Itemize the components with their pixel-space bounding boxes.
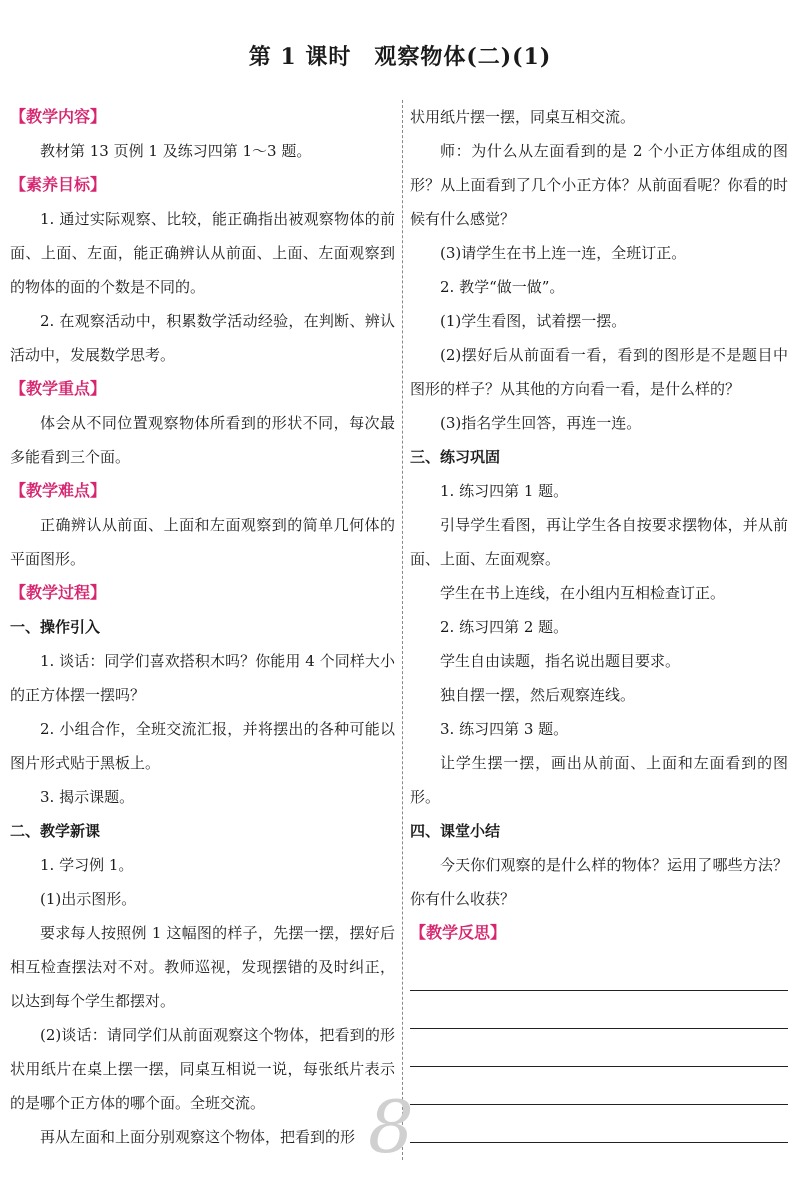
right-paragraph-1: 状用纸片摆一摆，同桌互相交流。 — [410, 108, 636, 126]
right-paragraph-5: (1)学生看图，试着摆一摆。 — [440, 312, 627, 330]
part1-paragraph-3: 3. 揭示课题。 — [40, 788, 135, 806]
part3-paragraph-5: 学生自由读题，指名说出题目要求。 — [440, 652, 681, 670]
page-title: 第 1 课时 观察物体(二)(1) — [248, 44, 552, 70]
heading-key-points: 【教学重点】 — [10, 379, 107, 398]
part2-paragraph-1: 1. 学习例 1。 — [40, 856, 134, 874]
right-paragraph-3: (3)请学生在书上连一连，全班订正。 — [440, 244, 687, 262]
part4-paragraph-1: 今天你们观察的是什么样的物体？运用了哪些方法？你有什么收获？ — [410, 856, 788, 908]
goal-1-text: 1. 通过实际观察、比较，能正确指出被观察物体的前面、上面、左面，能正确辨认从前面、上面、左面观察到的物体的面的个数是不同的。 — [10, 210, 395, 296]
part3-paragraph-4: 2. 练习四第 2 题。 — [440, 618, 569, 636]
part3-paragraph-7: 3. 练习四第 3 题。 — [440, 720, 569, 738]
part3-paragraph-3: 学生在书上连线，在小组内互相检查订正。 — [440, 584, 726, 602]
right-paragraph-4: 2. 教学“做一做”。 — [440, 278, 565, 296]
teaching-content-text: 教材第 13 页例 1 及练习四第 1～3 题。 — [40, 142, 312, 160]
right-paragraph-7: (3)指名学生回答，再连一连。 — [440, 414, 642, 432]
heading-process: 【教学过程】 — [10, 583, 107, 602]
right-paragraph-2: 师：为什么从左面看到的是 2 个小正方体组成的图形？从上面看到了几个小正方体？从前面看呢？你看的时候有什么感觉？ — [410, 142, 788, 228]
part3-paragraph-6: 独自摆一摆，然后观察连线。 — [440, 686, 636, 704]
right-paragraph-6: (2)摆好后从前面看一看，看到的图形是不是题目中图形的样子？从其他的方向看一看，是什么样的？ — [410, 346, 788, 398]
part1-paragraph-1: 1. 谈话：同学们喜欢搭积木吗？你能用 4 个同样大小的正方体摆一摆吗？ — [10, 652, 395, 704]
part1-title: 一、操作引入 — [10, 618, 101, 636]
reflection-line — [410, 1067, 788, 1105]
part3-paragraph-2: 引导学生看图，再让学生各自按要求摆物体，并从前面、上面、左面观察。 — [410, 516, 788, 568]
part2-paragraph-3: 要求每人按照例 1 这幅图的样子，先摆一摆，摆好后相互检查摆法对不对。教师巡视，发现摆错的及时纠正，以达到每个学生都摆对。 — [10, 924, 395, 1010]
heading-difficulties: 【教学难点】 — [10, 481, 107, 500]
page-number: 8 — [368, 1085, 414, 1169]
part2-paragraph-5: 再从左面和上面分别观察这个物体，把看到的形 — [40, 1128, 356, 1146]
reflection-line — [410, 1105, 788, 1143]
reflection-line — [410, 991, 788, 1029]
right-column — [410, 100, 788, 1143]
part3-paragraph-8: 让学生摆一摆，画出从前面、上面和左面看到的图形。 — [410, 754, 788, 806]
goal-2-text: 2. 在观察活动中，积累数学活动经验，在判断、辨认活动中，发展数学思考。 — [10, 312, 395, 364]
column-divider — [402, 100, 403, 1160]
reflection-line — [410, 950, 788, 991]
heading-reflection: 【教学反思】 — [410, 923, 507, 942]
part4-title: 四、课堂小结 — [410, 822, 501, 840]
part1-paragraph-2: 2. 小组合作，全班交流汇报，并将摆出的各种可能以图片形式贴于黑板上。 — [10, 720, 395, 772]
part2-paragraph-4: (2)谈话：请同学们从前面观察这个物体，把看到的形状用纸片在桌上摆一摆，同桌互相说一说，每张纸片表示的是哪个正方体的哪个面。全班交流。 — [10, 1026, 395, 1112]
part3-title: 三、练习巩固 — [410, 448, 501, 466]
part2-paragraph-2: (1)出示图形。 — [40, 890, 137, 908]
reflection-line — [410, 1029, 788, 1067]
difficulties-text: 正确辨认从前面、上面和左面观察到的简单几何体的平面图形。 — [10, 516, 395, 568]
part3-paragraph-1: 1. 练习四第 1 题。 — [440, 482, 569, 500]
key-points-text: 体会从不同位置观察物体所看到的形状不同，每次最多能看到三个面。 — [10, 414, 395, 466]
heading-goals: 【素养目标】 — [10, 175, 107, 194]
heading-teaching-content: 【教学内容】 — [10, 107, 107, 126]
left-column — [10, 100, 395, 1154]
part2-title: 二、教学新课 — [10, 822, 101, 840]
